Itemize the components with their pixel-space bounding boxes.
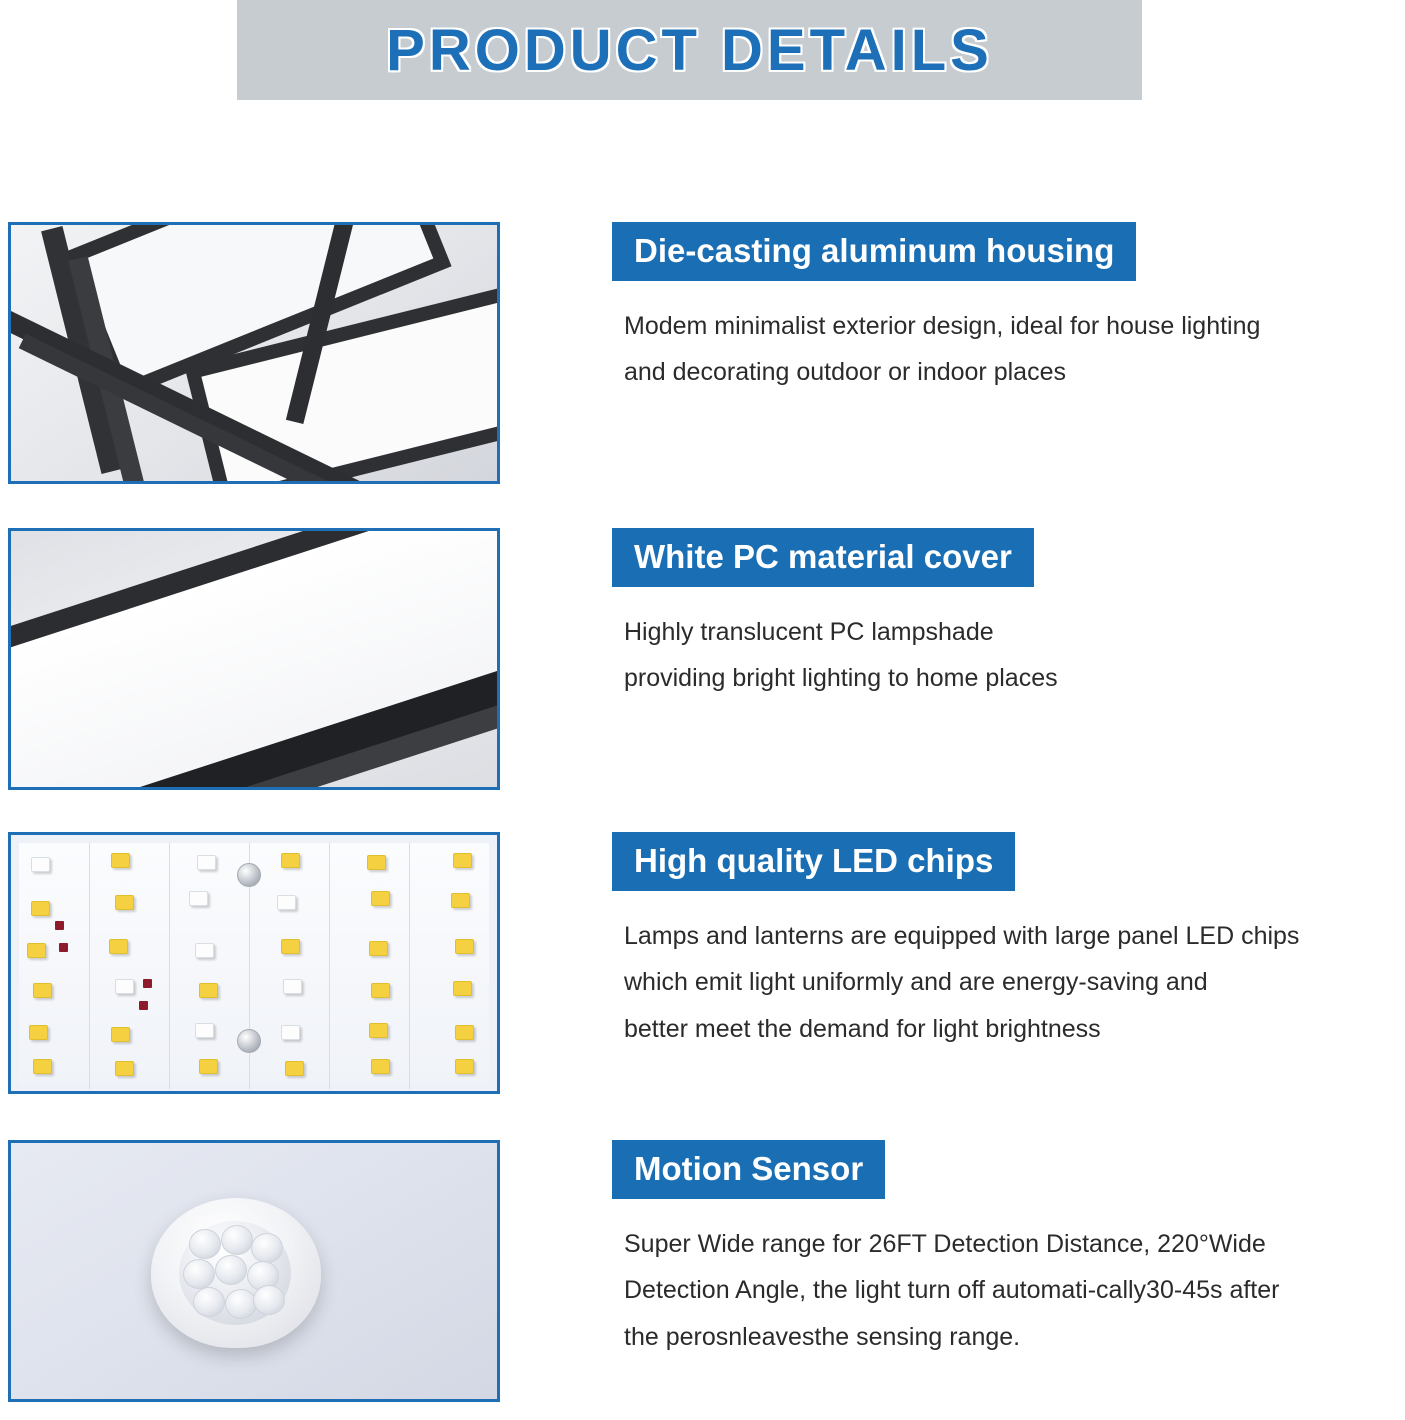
led-chip bbox=[371, 891, 390, 906]
housing-description-line-1: Modem minimalist exterior design, ideal for house lighting bbox=[624, 312, 1261, 340]
led-chip bbox=[195, 1023, 214, 1038]
resistor-marker bbox=[143, 979, 152, 988]
led-chip bbox=[195, 943, 214, 958]
led-board-photo bbox=[8, 832, 500, 1094]
led-chip bbox=[33, 1059, 52, 1074]
led-chip bbox=[31, 857, 50, 872]
led-chip bbox=[111, 1027, 130, 1042]
housing-description bbox=[612, 303, 1392, 396]
led-chip bbox=[455, 939, 474, 954]
led-chip bbox=[115, 895, 134, 910]
sensor-text-column bbox=[612, 1140, 1392, 1360]
section-sensor bbox=[0, 1140, 1405, 1420]
led-chip bbox=[189, 891, 208, 906]
led-chip bbox=[109, 939, 128, 954]
led-description bbox=[612, 913, 1392, 1052]
led-chip bbox=[451, 893, 470, 908]
section-cover bbox=[0, 528, 1405, 808]
cover-heading: White PC material cover bbox=[612, 528, 1034, 587]
led-chip bbox=[371, 1059, 390, 1074]
led-description-line-1: Lamps and lanterns are equipped with large panel LED chips bbox=[624, 922, 1300, 950]
led-chip bbox=[199, 983, 218, 998]
led-chip bbox=[199, 1059, 218, 1074]
pc-cover-photo bbox=[8, 528, 500, 790]
led-heading: High quality LED chips bbox=[612, 832, 1015, 891]
cover-description-line-1: Highly translucent PC lampshade bbox=[624, 618, 994, 646]
led-chip bbox=[285, 1061, 304, 1076]
page-header-band bbox=[237, 0, 1142, 100]
resistor-marker bbox=[55, 921, 64, 930]
cover-text-column bbox=[612, 528, 1392, 702]
led-text-column bbox=[612, 832, 1392, 1052]
section-led bbox=[0, 832, 1405, 1112]
led-chip bbox=[453, 853, 472, 868]
housing-heading: Die-casting aluminum housing bbox=[612, 222, 1136, 281]
sensor-heading: Motion Sensor bbox=[612, 1140, 885, 1199]
led-description-line-3: better meet the demand for light brightness bbox=[624, 1014, 1101, 1043]
led-chip bbox=[281, 939, 300, 954]
mounting-screw bbox=[237, 1029, 261, 1053]
motion-sensor-photo bbox=[8, 1140, 500, 1402]
resistor-marker bbox=[139, 1001, 148, 1010]
sensor-description-line-1: Super Wide range for 26FT Detection Distance, 220°Wide bbox=[624, 1230, 1266, 1258]
housing-description-line-2: and decorating outdoor or indoor places bbox=[624, 358, 1066, 387]
led-chip bbox=[281, 1025, 300, 1040]
led-chip bbox=[29, 1025, 48, 1040]
mounting-screw bbox=[237, 863, 261, 887]
led-chip bbox=[371, 983, 390, 998]
led-chip bbox=[197, 855, 216, 870]
led-chip bbox=[455, 1025, 474, 1040]
section-housing bbox=[0, 222, 1405, 502]
page-title: PRODUCT DETAILS bbox=[386, 17, 993, 83]
led-chip bbox=[367, 855, 386, 870]
sensor-description bbox=[612, 1221, 1392, 1360]
led-pcb bbox=[19, 843, 489, 1083]
led-chip bbox=[111, 853, 130, 868]
led-chip bbox=[283, 979, 302, 994]
led-description-line-2: which emit light uniformly and are energy-saving and bbox=[624, 968, 1208, 997]
sensor-description-line-2: Detection Angle, the light turn off automati-cally30-45s after bbox=[624, 1276, 1280, 1305]
housing-text-column bbox=[612, 222, 1392, 396]
led-chip bbox=[31, 901, 50, 916]
housing-corner-photo bbox=[8, 222, 500, 484]
led-chip bbox=[369, 941, 388, 956]
led-chip bbox=[277, 895, 296, 910]
led-chip bbox=[115, 979, 134, 994]
led-chip bbox=[281, 853, 300, 868]
led-chip bbox=[115, 1061, 134, 1076]
led-chip bbox=[369, 1023, 388, 1038]
sensor-description-line-3: the perosnleavesthe sensing range. bbox=[624, 1322, 1021, 1351]
resistor-marker bbox=[59, 943, 68, 952]
cover-description-line-2: providing bright lighting to home places bbox=[624, 664, 1058, 693]
sensor-fresnel-dome bbox=[179, 1221, 291, 1325]
led-chip bbox=[453, 981, 472, 996]
led-chip bbox=[27, 943, 46, 958]
led-chip bbox=[455, 1059, 474, 1074]
led-chip bbox=[33, 983, 52, 998]
cover-description bbox=[612, 609, 1392, 702]
